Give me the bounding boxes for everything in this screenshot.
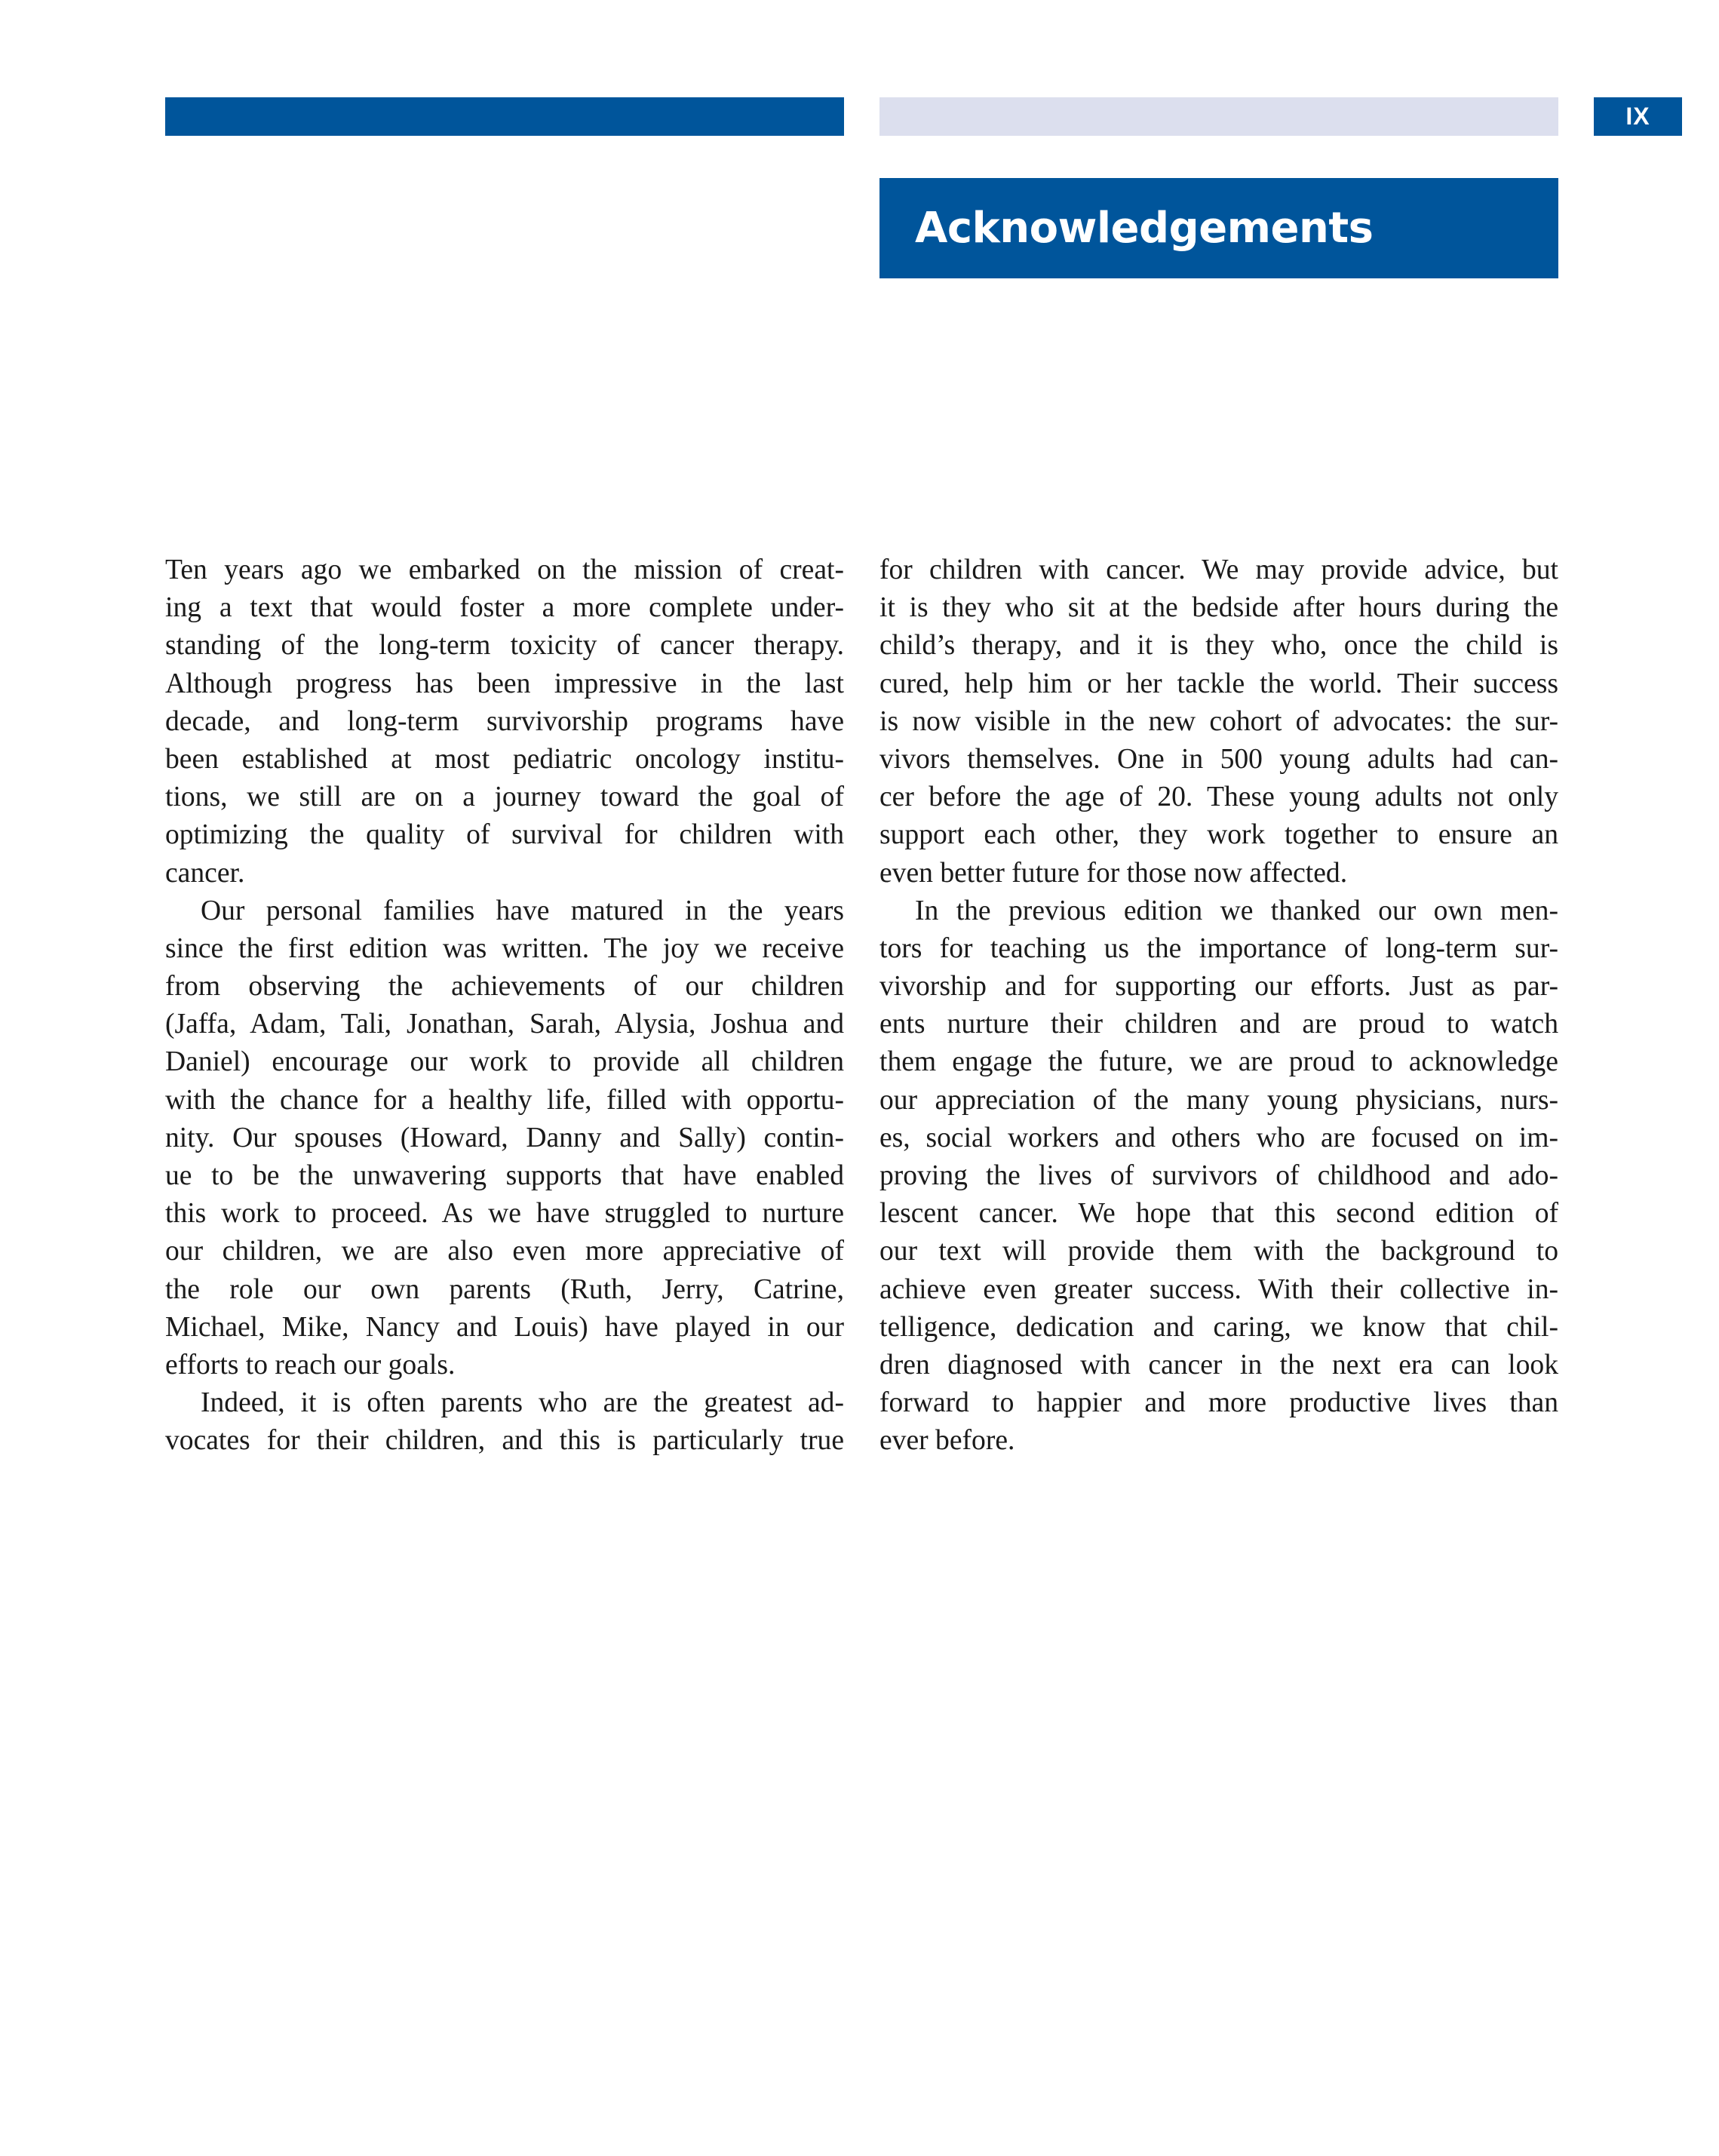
text-line: lescent cancer. We hope that this second edition of [879, 1198, 1558, 1230]
text-column-right [879, 551, 1558, 1460]
text-line: Our personal families have matured in the years [201, 895, 844, 926]
text-line: tors for teaching us the importance of long-term sur- [879, 932, 1558, 964]
text-line: it is they who sit at the bedside after hours during the [879, 592, 1558, 624]
text-line: our text will provide them with the background to [879, 1236, 1558, 1267]
text-line: ents nurture their children and are proud to watch [879, 1009, 1558, 1040]
text-line: forward to happier and more productive lives than [879, 1387, 1558, 1419]
text-line: efforts to reach our goals. [165, 1349, 456, 1381]
text-line: Although progress has been impressive in the last [165, 668, 844, 699]
text-line: the role our own parents (Ruth, Jerry, Catrine, [165, 1273, 844, 1305]
text-line: cancer. [165, 857, 245, 889]
text-line: nity. Our spouses (Howard, Danny and Sally) contin- [165, 1122, 844, 1153]
header-bar-left [165, 97, 844, 136]
text-line: Michael, Mike, Nancy and Louis) have played in our [165, 1311, 844, 1343]
text-line: from observing the achievements of our children [165, 971, 844, 1003]
text-line: achieve even greater success. With their collective in- [879, 1273, 1558, 1305]
text-column-left [165, 551, 844, 1460]
text-line: support each other, they work together to ensure an [879, 819, 1558, 851]
text-line: them engage the future, we are proud to acknowledge [879, 1046, 1558, 1078]
text-line: cured, help him or her tackle the world. Their success [879, 668, 1558, 699]
text-line: child’s therapy, and it is they who, once the child is [879, 630, 1558, 662]
text-line: proving the lives of survivors of childhood and ado- [879, 1160, 1558, 1191]
header-bar-right [879, 97, 1558, 136]
text-line: ue to be the unwavering supports that have enabled [165, 1160, 844, 1191]
text-line: Indeed, it is often parents who are the greatest ad- [201, 1387, 844, 1419]
text-line: ing a text that would foster a more complete under- [165, 592, 844, 624]
text-line: standing of the long-term toxicity of cancer therapy. [165, 630, 844, 662]
text-line: is now visible in the new cohort of advocates: the sur- [879, 705, 1558, 737]
text-line: Ten years ago we embarked on the mission of creat- [165, 554, 844, 585]
text-line: optimizing the quality of survival for children with [165, 819, 844, 851]
text-line: es, social workers and others who are focused on im- [879, 1122, 1558, 1153]
text-line: vocates for their children, and this is particularly true [165, 1425, 844, 1457]
text-line: Daniel) encourage our work to provide all children [165, 1046, 844, 1078]
text-line: vivors themselves. One in 500 young adults had can- [879, 743, 1558, 775]
text-line: even better future for those now affected. [879, 857, 1348, 889]
text-line: with the chance for a healthy life, filled with opportu- [165, 1084, 844, 1116]
text-line: telligence, dedication and caring, we know that chil- [879, 1311, 1558, 1343]
text-line: our appreciation of the many young physicians, nurs- [879, 1084, 1558, 1116]
text-line: cer before the age of 20. These young adults not only [879, 782, 1558, 813]
text-line: for children with cancer. We may provide advice, but [879, 554, 1558, 585]
text-line: been established at most pediatric oncology institu- [165, 743, 844, 775]
text-line: In the previous edition we thanked our own men- [915, 895, 1558, 926]
text-line: decade, and long-term survivorship programs have [165, 705, 844, 737]
text-line: (Jaffa, Adam, Tali, Jonathan, Sarah, Alysia, Joshua and [165, 1009, 844, 1040]
text-line: this work to proceed. As we have struggled to nurture [165, 1198, 844, 1230]
text-line: tions, we still are on a journey toward the goal of [165, 782, 844, 813]
text-line: since the first edition was written. The joy we receive [165, 932, 844, 964]
text-line: vivorship and for supporting our efforts. Just as par- [879, 971, 1558, 1003]
text-line: ever before. [879, 1425, 1015, 1457]
page-number: IX [1594, 97, 1682, 136]
chapter-title: Acknowledgements [915, 204, 1374, 253]
text-line: dren diagnosed with cancer in the next era can look [879, 1349, 1558, 1381]
chapter-title-box [879, 178, 1558, 278]
text-line: our children, we are also even more appreciative of [165, 1236, 844, 1267]
